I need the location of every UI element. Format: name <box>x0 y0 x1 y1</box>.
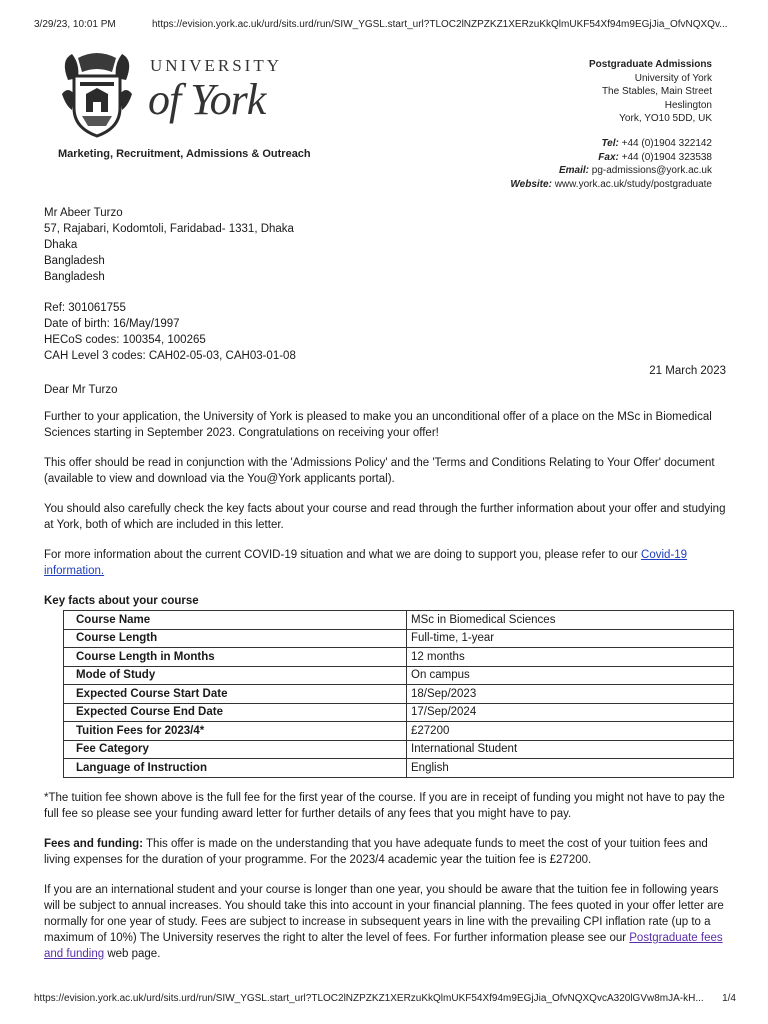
email-label: Email: <box>559 165 590 176</box>
email-value: pg-admissions@york.ac.uk <box>591 165 712 176</box>
contact-tel <box>510 137 712 151</box>
letter-date: 21 March 2023 <box>649 365 726 377</box>
recipient-line: Bangladesh <box>44 271 105 283</box>
fees-funding-label: Fees and funding: <box>44 838 144 850</box>
table-row <box>64 648 734 667</box>
paragraph-international <box>44 882 734 962</box>
table-row <box>64 740 734 759</box>
covid-info-link[interactable]: Covid-19 information. <box>44 549 688 577</box>
sender-address <box>589 58 712 126</box>
row-label: Expected Course End Date <box>64 703 407 722</box>
logo-wordmark-bottom: of York <box>148 75 266 124</box>
contact-website <box>510 178 712 192</box>
sender-title: Postgraduate Admissions <box>589 59 712 70</box>
table-row <box>64 722 734 741</box>
row-value: 18/Sep/2023 <box>407 685 734 704</box>
row-value: On campus <box>407 666 734 685</box>
website-value: www.york.ac.uk/study/postgraduate <box>554 178 712 190</box>
sender-line: Heslington <box>664 99 712 111</box>
row-value: 12 months <box>407 648 734 667</box>
sender-line: University of York <box>634 72 712 84</box>
hecos-codes: HECoS codes: 100354, 100265 <box>44 334 206 346</box>
fees-funding-link[interactable]: Postgraduate fees and funding <box>44 932 723 960</box>
row-label: Expected Course Start Date <box>64 685 407 704</box>
row-label: Tuition Fees for 2023/4* <box>64 722 407 741</box>
row-label: Language of Instruction <box>64 759 407 778</box>
date-of-birth: Date of birth: 16/May/1997 <box>44 318 180 330</box>
paragraph-covid <box>44 547 734 579</box>
row-value: English <box>407 759 734 778</box>
sender-contact <box>510 137 712 191</box>
table-row <box>64 666 734 685</box>
print-date: 3/29/23, 10:01 PM <box>34 19 116 30</box>
tel-label: Tel: <box>601 138 619 149</box>
key-facts-table <box>63 610 734 778</box>
recipient-line: 57, Rajabari, Kodomtoli, Faridabad- 1331, Dhaka <box>44 223 294 235</box>
paragraph-fee-note: *The tuition fee shown above is the full fee for the first year of the course. If you are in receipt of funding you might not have to pay the full fee so please see your funding award letter for further details of any fees that you might have to pay. <box>44 792 725 820</box>
recipient-address <box>44 205 294 285</box>
row-label: Course Length in Months <box>64 648 407 667</box>
row-value: £27200 <box>407 722 734 741</box>
cah-codes: CAH Level 3 codes: CAH02-05-03, CAH03-01-08 <box>44 350 296 362</box>
table-row <box>64 629 734 648</box>
crest-icon <box>58 50 136 138</box>
international-text: If you are an international student and your course is longer than one year, you should be aware that the tuition fee in following years will be subject to annual increases. You should take this into account in your financial planning. The fees quoted in your offer letter are normally for one year of study. Fees are subject to increase in subsequent years in line with the prevailing CPI inflation rate (up to a maximum of 10%) The University reserves the right to alter the level of fees. For further information please see our <box>44 884 724 944</box>
paragraph-key-facts: You should also carefully check the key facts about your course and read through the further information about your offer and studying at York, both of which are included in this letter. <box>44 503 726 531</box>
table-row <box>64 685 734 704</box>
reference-block <box>44 300 296 364</box>
paragraph-offer: Further to your application, the University of York is pleased to make you an unconditional offer of a place on the MSc in Biomedical Sciences starting in September 2023. Congratulations on receiving your offer! <box>44 411 712 439</box>
footer-url: https://evision.york.ac.uk/urd/sits.urd/run/SIW_YGSL.start_url?TLOC2lNZPZKZ1XERzuKkQlmUKF54Xf94m9EGjJia_OfvNQXQvcA320lGVw8mJA-kH... <box>34 993 704 1004</box>
row-value: International Student <box>407 740 734 759</box>
paragraph-policy: This offer should be read in conjunction with the 'Admissions Policy' and the 'Terms and Conditions Relating to Your Offer' document (available to view and download via the You@York applicants portal). <box>44 457 715 485</box>
international-tail: web page. <box>104 948 161 960</box>
page-number: 1/4 <box>722 993 736 1004</box>
row-label: Fee Category <box>64 740 407 759</box>
sender-line: The Stables, Main Street <box>601 86 712 97</box>
covid-text: For more information about the current COVID-19 situation and what we are doing to support you, please refer to our <box>44 549 642 561</box>
row-label: Course Length <box>64 629 407 648</box>
sender-line: York, YO10 5DD, UK <box>619 113 712 124</box>
salutation: Dear Mr Turzo <box>44 384 118 396</box>
row-label: Course Name <box>64 611 407 630</box>
table-row <box>64 759 734 778</box>
row-value: MSc in Biomedical Sciences <box>407 611 734 630</box>
university-logo <box>58 50 288 138</box>
tel-value: +44 (0)1904 322142 <box>621 138 712 149</box>
key-facts-heading: Key facts about your course <box>44 595 199 607</box>
contact-email <box>510 164 712 178</box>
contact-fax <box>510 151 712 165</box>
fax-label: Fax: <box>598 151 619 163</box>
fees-funding-text: This offer is made on the understanding that you have adequate funds to meet the cost of your tuition fees and living expenses for the duration of your programme. For the 2023/4 academic year the tuition fee is £27200. <box>44 838 708 866</box>
recipient-line: Mr Abeer Turzo <box>44 207 123 219</box>
table-row <box>64 611 734 630</box>
department-name: Marketing, Recruitment, Admissions & Outreach <box>58 148 311 160</box>
print-url: https://evision.york.ac.uk/urd/sits.urd/run/SIW_YGSL.start_url?TLOC2lNZPZKZ1XERzuKkQlmUKF54Xf94m9EGjJia_OfvNQXQv... <box>152 19 728 30</box>
website-label: Website: <box>510 178 552 190</box>
recipient-line: Bangladesh <box>44 255 105 267</box>
ref-number: Ref: 301061755 <box>44 302 126 314</box>
row-label: Mode of Study <box>64 666 407 685</box>
row-value: Full-time, 1-year <box>407 629 734 648</box>
paragraph-fees-funding <box>44 836 734 868</box>
table-row <box>64 703 734 722</box>
row-value: 17/Sep/2024 <box>407 703 734 722</box>
fax-value: +44 (0)1904 323538 <box>621 151 712 163</box>
logo-wordmark-top: UNIVERSITY <box>150 56 282 75</box>
recipient-line: Dhaka <box>44 239 78 251</box>
